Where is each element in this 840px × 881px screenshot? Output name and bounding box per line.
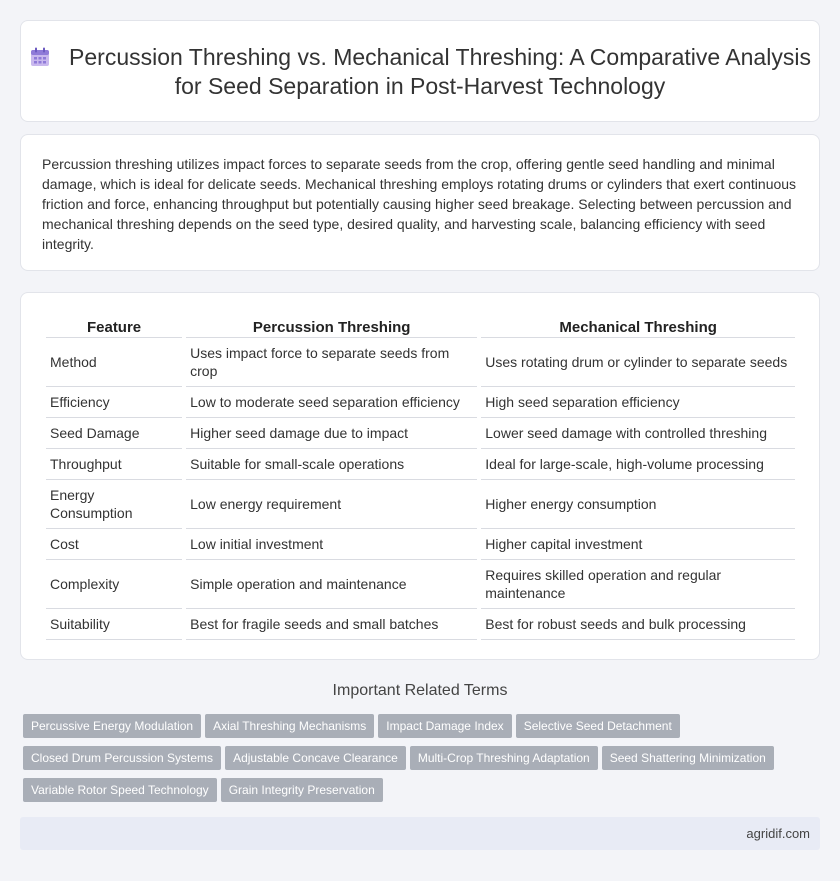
mechanical-cell: Ideal for large-scale, high-volume processing	[481, 449, 795, 480]
table-row	[46, 480, 795, 529]
related-term-tag[interactable]: Axial Threshing Mechanisms	[205, 714, 374, 738]
related-terms-list	[23, 714, 803, 810]
header-feature: Feature	[46, 314, 182, 338]
related-term-tag[interactable]: Closed Drum Percussion Systems	[23, 746, 221, 770]
percussion-cell: Best for fragile seeds and small batches	[186, 609, 477, 640]
related-term-tag[interactable]: Seed Shattering Minimization	[602, 746, 774, 770]
feature-cell: Throughput	[46, 449, 182, 480]
intro-paragraph: Percussion threshing utilizes impact forces to separate seeds from the crop, offering gentle seed handling and minimal damage, which is ideal for delicate seeds. Mechanical threshing employs rotating drums or cylinders that exert continuous friction and force, enhancing throughput but potentially causing higher seed breakage. Selecting between percussion and mechanical threshing depends on the seed type, desired quality, and harvesting scale, balancing efficiency with seed integrity.	[42, 156, 797, 252]
related-term-tag[interactable]: Multi-Crop Threshing Adaptation	[410, 746, 598, 770]
related-term-tag[interactable]: Grain Integrity Preservation	[221, 778, 383, 802]
table-row	[46, 418, 795, 449]
feature-cell: Complexity	[46, 560, 182, 609]
percussion-cell: Higher seed damage due to impact	[186, 418, 477, 449]
percussion-cell: Suitable for small-scale operations	[186, 449, 477, 480]
feature-cell: Method	[46, 338, 182, 387]
feature-cell: Seed Damage	[46, 418, 182, 449]
percussion-cell: Uses impact force to separate seeds from crop	[186, 338, 477, 387]
feature-cell: Suitability	[46, 609, 182, 640]
percussion-cell: Low initial investment	[186, 529, 477, 560]
percussion-cell: Low to moderate seed separation efficiency	[186, 387, 477, 418]
percussion-cell: Simple operation and maintenance	[186, 560, 477, 609]
related-term-tag[interactable]: Variable Rotor Speed Technology	[23, 778, 217, 802]
table-row	[46, 560, 795, 609]
intro-card	[20, 134, 820, 271]
header-percussion: Percussion Threshing	[186, 314, 477, 338]
related-term-tag[interactable]: Adjustable Concave Clearance	[225, 746, 406, 770]
mechanical-cell: Uses rotating drum or cylinder to separate seeds	[481, 338, 795, 387]
header-mechanical: Mechanical Threshing	[481, 314, 795, 338]
comparison-card	[20, 292, 820, 660]
feature-cell: Cost	[46, 529, 182, 560]
footer-site-link[interactable]: agridif.com	[746, 826, 810, 841]
mechanical-cell: Best for robust seeds and bulk processing	[481, 609, 795, 640]
table-row	[46, 529, 795, 560]
footer-bar	[20, 817, 820, 850]
feature-cell: Energy Consumption	[46, 480, 182, 529]
table-header-row	[46, 314, 795, 338]
mechanical-cell: Higher energy consumption	[481, 480, 795, 529]
table-row	[46, 609, 795, 640]
table-row	[46, 387, 795, 418]
calendar-icon	[29, 46, 51, 68]
related-term-tag[interactable]: Impact Damage Index	[378, 714, 511, 738]
related-term-tag[interactable]: Selective Seed Detachment	[516, 714, 680, 738]
table-row	[46, 338, 795, 387]
mechanical-cell: Requires skilled operation and regular maintenance	[481, 560, 795, 609]
related-terms-heading: Important Related Terms	[332, 682, 508, 699]
page-title-text: Percussion Threshing vs. Mechanical Threshing: A Comparative Analysis for Seed Separation in Post-Harvest Technology	[69, 44, 811, 99]
title-card	[20, 20, 820, 122]
related-term-tag[interactable]: Percussive Energy Modulation	[23, 714, 201, 738]
page-title	[21, 43, 819, 101]
mechanical-cell: Lower seed damage with controlled threshing	[481, 418, 795, 449]
feature-cell: Efficiency	[46, 387, 182, 418]
comparison-table	[42, 314, 799, 640]
mechanical-cell: High seed separation efficiency	[481, 387, 795, 418]
mechanical-cell: Higher capital investment	[481, 529, 795, 560]
percussion-cell: Low energy requirement	[186, 480, 477, 529]
table-row	[46, 449, 795, 480]
